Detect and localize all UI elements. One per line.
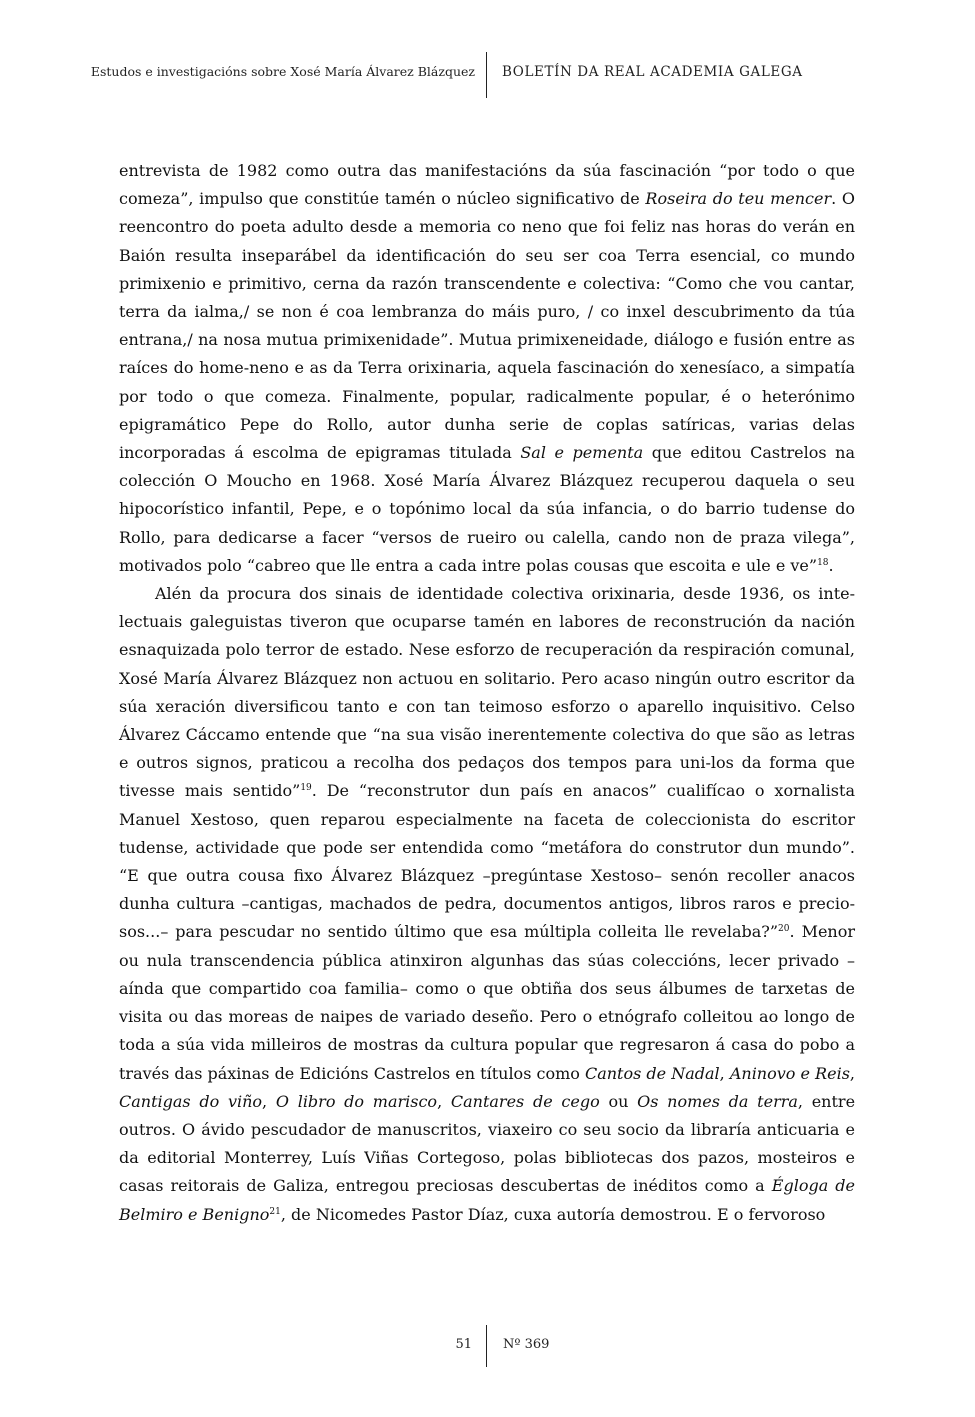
running-header-left: Estudos e investigacións sobre Xosé María Álvarez Blázquez	[90, 64, 475, 79]
text-run: que editou Castrelos na colección O Moucho en 1968. Xosé María Álvarez Blázquez recuperou daquela o seu hipocorístico infantil, Pepe, e o topónimo local da súa infancia, o do barrio tudense do Rollo, para dedicarse a facer “versos de rueiro ou calella, cando non de praza vilega”, motivados polo “cabreo que lle entra a cada intre polas cousas que escoita e ule e ve”	[119, 443, 855, 575]
text-run: ou	[599, 1091, 638, 1111]
text-run: , entre outros. O ávido pescudador de manuscritos, viaxeiro co seu socio da libraría anticuaria e da editorial Monterrey, Luís Viñas Cortegoso, polas bibliotecas dos pazos, mosteiros e casas reitorais de Galiza, entregou preciosas descubertas de inéditos como a	[119, 1091, 856, 1196]
italic-title: Cantigas do viño	[119, 1091, 263, 1111]
footnote-ref-18: 18	[817, 557, 829, 568]
text-run: . O reencontro do poeta adulto desde a memoria co neno que foi feliz nas horas do verán en Baión resulta inseparábel da identificación do seu ser coa Terra esencial, co mundo primixenio e primitivo, cerna da razón transcendente e colectiva: “Como che vou cantar, terra da ialma,/ se non é coa lembranza do máis puro, / co inxel descubrimento da túa entrana,/ na nosa mutua primixenidade”. Mutua primixeneidade, diálogo e fusión entre as raíces do home-neno e as da Terra orixinaria, aquela fascinación do xenesíaco, a simpatía por todo o que comeza. Finalmente, popular, radicalmente popular, é o heterónimo epigramático Pepe do Rollo, autor dunha serie de coplas satíricas, varias delas incorporadas á escolma de epigramas titulada	[119, 189, 855, 463]
italic-title: Aninovo e Reis	[729, 1063, 850, 1083]
italic-title: O libro do marisco	[275, 1091, 438, 1111]
text-run: . De “reconstrutor dun país en anacos” cualifícao o xornalista Manuel Xestoso, quen reparou especialmente na faceta de coleccionista do escritor tudense, actividade que pode ser entendida como “metáfora do construtor dun mundo”. “E que outra cousa fixo Álvarez Blázquez –pregúntase Xestoso– senón recoller anacos dunha cultura –cantigas, machados de pedra, documentos antigos, libros raros e preciosos...– para pescudar no sentido último que esa múltipla colleita lle revelaba?”	[119, 781, 855, 942]
italic-title: Égloga de Belmiro e Benigno	[119, 1176, 856, 1224]
footnote-ref-19: 19	[300, 783, 312, 794]
issue-number: Nº 369	[503, 1337, 550, 1352]
text-run: Alén da procura dos sinais de identidade colectiva orixinaria, desde 1936, os intelectuais galeguistas tiveron que ocuparse tamén en labores de reconstrución da nación esnaquizada polo terror de estado. Nese esforzo de recuperación da respiración comunal, Xosé María Álvarez Blázquez non actuou en solitario. Pero acaso ningún outro escritor da súa xeración diversificou tanto e con tan teimoso esforzo o aparello inquisitivo. Celso Álvarez Cáccamo entende que “na sua visão inerentemente colectiva do que são as letras e outros signos, praticou a recolha dos pedaços dos tempos para uni-los da forma que tivesse mais sentido”	[119, 584, 855, 801]
paragraph-1	[119, 157, 855, 580]
footnote-ref-20: 20	[778, 924, 790, 935]
header-divider	[486, 52, 487, 98]
text-run: , de Nicomedes Pastor Díaz, cuxa autoría demostrou. E o fervoroso	[280, 1204, 826, 1224]
page-number: 51	[455, 1337, 472, 1352]
text-run: ,	[719, 1063, 730, 1083]
text-run: ,	[437, 1091, 451, 1111]
article-body	[119, 157, 855, 1229]
italic-title: Cantares de cego	[450, 1091, 600, 1111]
italic-title: Sal e pementa	[520, 443, 644, 463]
footnote-ref-21: 21	[269, 1206, 281, 1217]
running-header-right: BOLETÍN DA REAL ACADEMIA GALEGA	[502, 64, 803, 80]
text-run: entrevista de 1982 como outra das manifestacións da súa fascinación “por todo o que comeza”, impulso que constitúe tamén o núcleo significativo de	[119, 161, 855, 209]
italic-title: Cantos de Nadal	[584, 1063, 720, 1083]
text-run: . Menor ou nula transcendencia pública atinxiron algunhas das súas coleccións, lecer privado –aínda que compartido coa familia– como o que obtiña dos seus álbumes de tarxetas de visita ou das moreas de naipes de variado deseño. Pero o etnógrafo colleitou ao longo de toda a súa vida milleiros de mostras da cultura popular que regresaron á casa do pobo a través das páxinas de Edicións Castrelos en títulos como	[119, 922, 856, 1083]
italic-title: Os nomes da terra	[637, 1091, 798, 1111]
text-run: ,	[262, 1091, 276, 1111]
text-run: .	[828, 555, 834, 575]
text-run: ,	[849, 1063, 855, 1083]
italic-title: Roseira do teu mencer	[645, 189, 832, 209]
paragraph-2	[119, 580, 855, 1229]
footer-divider	[486, 1325, 487, 1367]
